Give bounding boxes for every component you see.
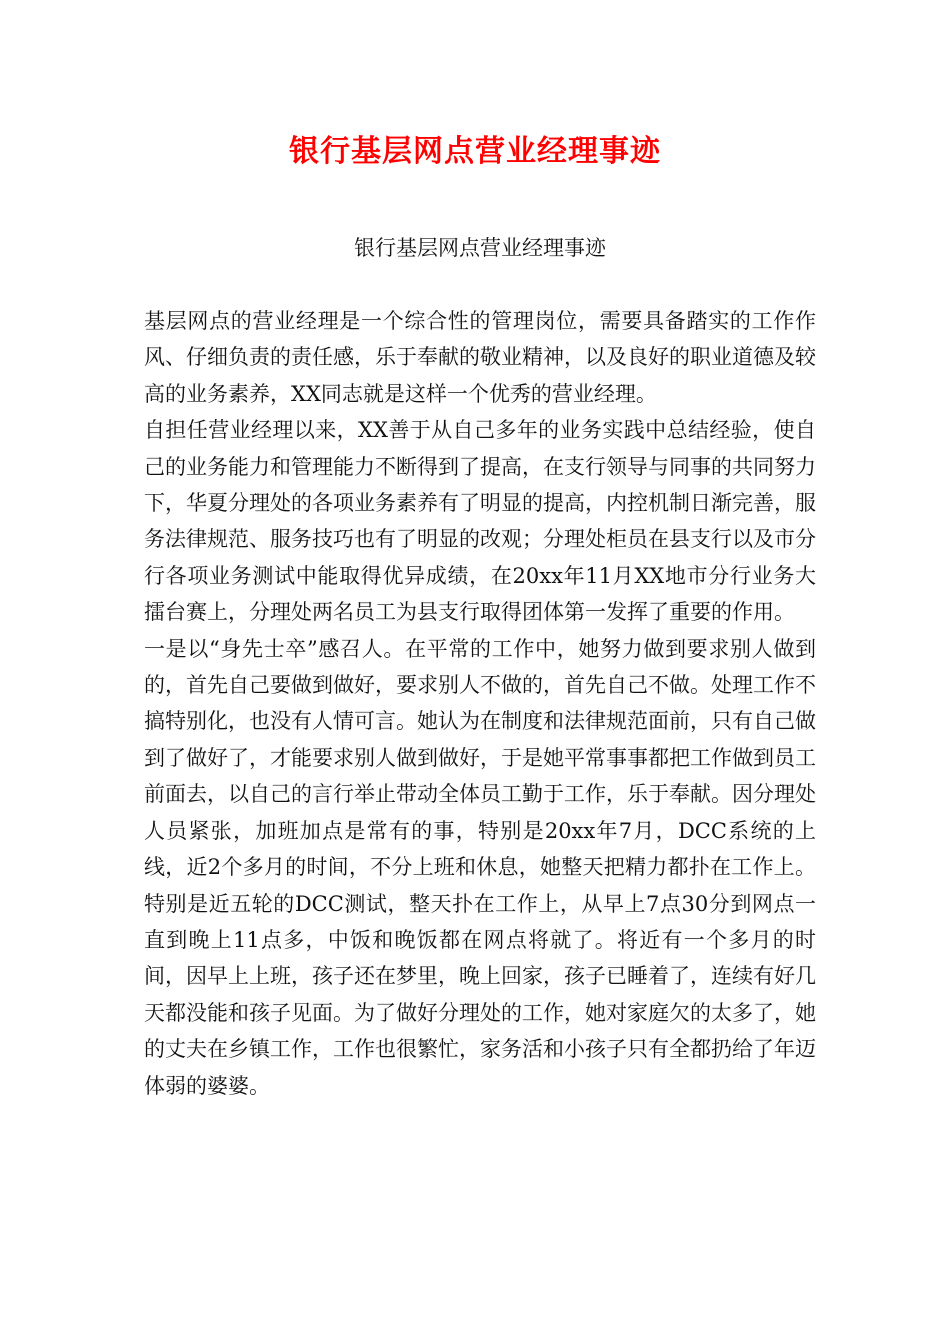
paragraph-achievements: 自担任营业经理以来，XX善于从自己多年的业务实践中总结经验，使自己的业务能力和管理能力不断得到了提高，在支行领导与同事的共同努力下，华夏分理处的各项业务素养有了明显的提高，内控机制日渐完善，服务法律规范、服务技巧也有了明显的改观；分理处柜员在县支行以及市分行各项业务测试中能取得优异成绩，在20xx年11月XX地市分行业务大擂台赛上，分理处两名员工为县支行取得团体第一发挥了重要的作用。 [144,418,816,625]
document-body [144,303,816,1104]
document-subtitle: 银行基层网点营业经理事迹 [354,236,606,260]
document-title: 银行基层网点营业经理事迹 [289,134,661,169]
paragraph-intro: 基层网点的营业经理是一个综合性的管理岗位，需要具备踏实的工作作风、仔细负责的责任感，乐于奉献的敬业精神，以及良好的职业道德及较高的业务素养，XX同志就是这样一个优秀的营业经理。 [144,309,816,406]
paragraph-leadership: 一是以“身先士卒”感召人。在平常的工作中，她努力做到要求别人做到的，首先自己要做到做好，要求别人不做的，首先自己不做。处理工作不搞特别化，也没有人情可言。她认为在制度和法律规范面前，只有自己做到了做好了，才能要求别人做到做好，于是她平常事事都把工作做到员工前面去，以自己的言行举止带动全体员工勤于工作，乐于奉献。因分理处人员紧张，加班加点是常有的事，特别是20xx年7月，DCC系统的上线，近2个多月的时间，不分上班和休息，她整天把精力都扑在工作上。特别是近五轮的DCC测试，整天扑在工作上，从早上7点30分到网点一直到晚上11点多，中饭和晚饭都在网点将就了。将近有一个多月的时间，因早上上班，孩子还在梦里，晚上回家，孩子已睡着了，连续有好几天都没能和孩子见面。为了做好分理处的工作，她对家庭欠的太多了，她的丈夫在乡镇工作，工作也很繁忙，家务活和小孩子只有全都扔给了年迈体弱的婆婆。 [144,636,816,1098]
